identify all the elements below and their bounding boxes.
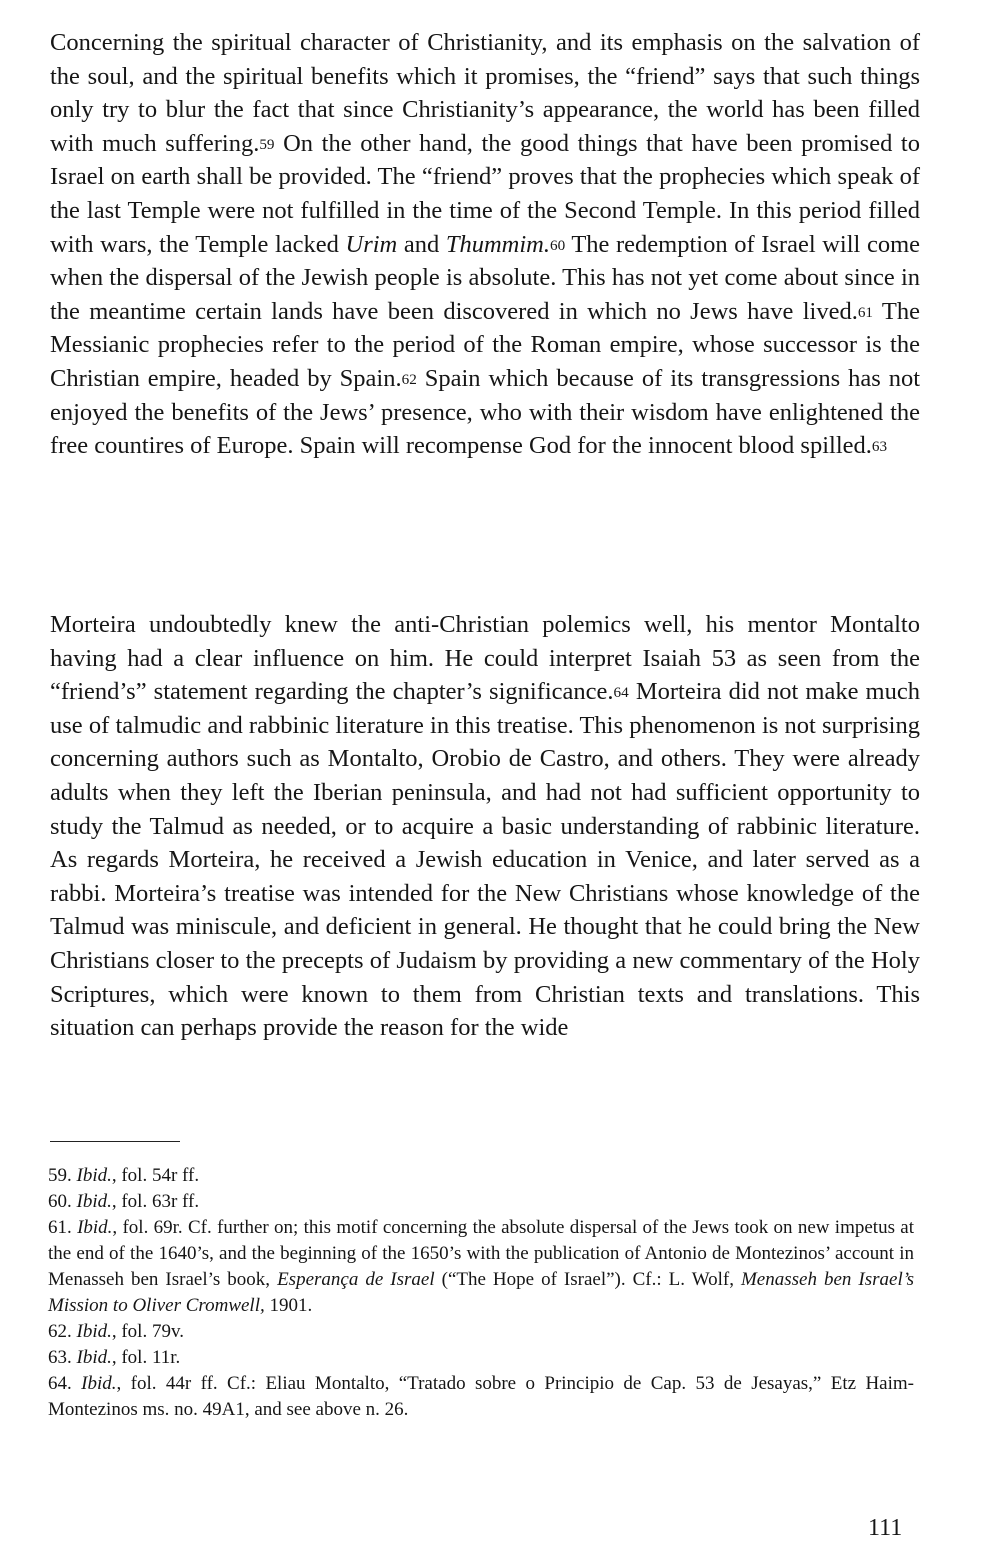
text-run: , fol. 69r. Cf. further on; this motif concerning the absolute dispersal of the Jews took on new impetus at the end of the 1640’s, and the beginning of the 1650’s with the publication of Antonio de Montezinos’ account in Menasseh ben Israel’s book, (48, 1217, 914, 1290)
text-run: 60. (48, 1191, 77, 1212)
footnote-ref: 61 (857, 303, 874, 321)
text-run: Morteira did not make much use of talmudic and rabbinic literature in this treatise. This phenomenon is not surprising concerning authors such as Montalto, Orobio de Castro, and others. They were already adults when they left the Iberian peninsula, and had not had sufficient opportunity to study the Talmud as needed, or to acquire a basic understanding of rabbinic literature. As regards Morteira, he received a Jewish education in Venice, and later served as a rabbi. Morteira’s treatise was intended for the New Christians whose knowledge of the Talmud was miniscule, and deficient in general. He thought that he could bring the New Christians closer to the precepts of Judaism by providing a new commentary of the Holy Scriptures, which were known to them from Christian texts and translations. This situation can perhaps provide the reason for the wide (50, 678, 920, 1042)
footnote-ref: 64 (613, 684, 629, 702)
text-run: Concerning the spiritual character of Christianity, and its emphasis on the salvation of the soul, and the spiritual benefits which it promises, the “friend” says that such things only try to blur the fact that since Christianity’s appearance, the world has been filled with much suffering. (50, 29, 920, 157)
italic-text: Ibid. (81, 1373, 117, 1394)
text-run: (“The Hope of Israel”). Cf.: L. Wolf, (434, 1269, 741, 1290)
text-run: , fol. 63r ff. (111, 1191, 200, 1212)
italic-text: Ibid. (77, 1217, 113, 1238)
footnote-60 (48, 1189, 914, 1215)
italic-text: Menasseh ben Israel’s Mission to Oliver Cromwell, (48, 1269, 914, 1316)
footnote-62 (48, 1319, 914, 1345)
footnote-63 (48, 1345, 914, 1371)
text-run: Morteira undoubtedly knew the anti-Christian polemics well, his mentor Montalto having had a clear influence on him. He could interpret Isaiah 53 as seen from the “friend’s” statement regarding the chapter’s significance. (50, 611, 920, 706)
italic-text: Ibid. (76, 1165, 112, 1186)
text-run: On the other hand, the good things that have been promised to Israel on earth shall be provided. The “friend” proves that the prophecies which speak of the last Temple were not fulfilled in the time of the Second Temple. In this period filled with wars, the Temple lacked (50, 129, 920, 258)
footnote-ref: 62 (401, 371, 417, 389)
text-run: , fol. 54r ff. (111, 1165, 200, 1186)
italic-text: Ibid. (76, 1191, 112, 1212)
text-run: , fol. 11r. (111, 1347, 181, 1368)
text-run: 1901. (264, 1295, 313, 1316)
body-paragraph-1 (50, 26, 920, 463)
text-run: Spain which because of its transgressions has not enjoyed the benefits of the Jews’ presence, who with their wisdom have enlightened the free countires of Europe. Spain will recompense God for the innocent blood spilled. (50, 364, 920, 460)
text-run: 62. (48, 1321, 77, 1342)
footnotes (48, 1163, 914, 1423)
italic-text: Ibid. (76, 1321, 112, 1342)
text-run: 59. (48, 1165, 77, 1186)
italic-text: Urim (345, 230, 398, 258)
text-run: 64. (48, 1373, 82, 1394)
italic-text: Ibid. (76, 1347, 112, 1368)
text-run: and (397, 230, 446, 258)
footnote-ref: 60 (549, 236, 566, 254)
text-run: , fol. 44r ff. Cf.: Eliau Montalto, “Tratado sobre o Principio de Cap. 53 de Jesayas,” Etz Haim-Montezinos ms. no. 49A1, and see above n. 26. (48, 1373, 914, 1420)
italic-text: Esperança de Israel (277, 1269, 435, 1290)
text-run: 63. (48, 1347, 77, 1368)
footnote-ref: 59 (259, 135, 275, 153)
footnote-59 (48, 1163, 914, 1189)
footnote-61 (48, 1215, 914, 1319)
text-run: The Messianic prophecies refer to the period of the Roman empire, whose successor is the Christian empire, headed by Spain. (50, 297, 920, 392)
footnote-ref: 63 (871, 438, 888, 456)
footnote-separator (50, 1141, 180, 1142)
body-paragraph-2 (50, 608, 920, 1045)
text-run: 61. (48, 1217, 78, 1238)
page-number: 111 (868, 1515, 903, 1541)
text-run: The redemption of Israel will come when the dispersal of the Jewish people is absolute. This has not yet come about since in the meantime certain lands have been discovered in which no Jews have lived. (50, 230, 921, 325)
italic-text: Thummim. (445, 230, 550, 258)
text-run: , fol. 79v. (111, 1321, 184, 1342)
footnote-64 (48, 1371, 914, 1423)
